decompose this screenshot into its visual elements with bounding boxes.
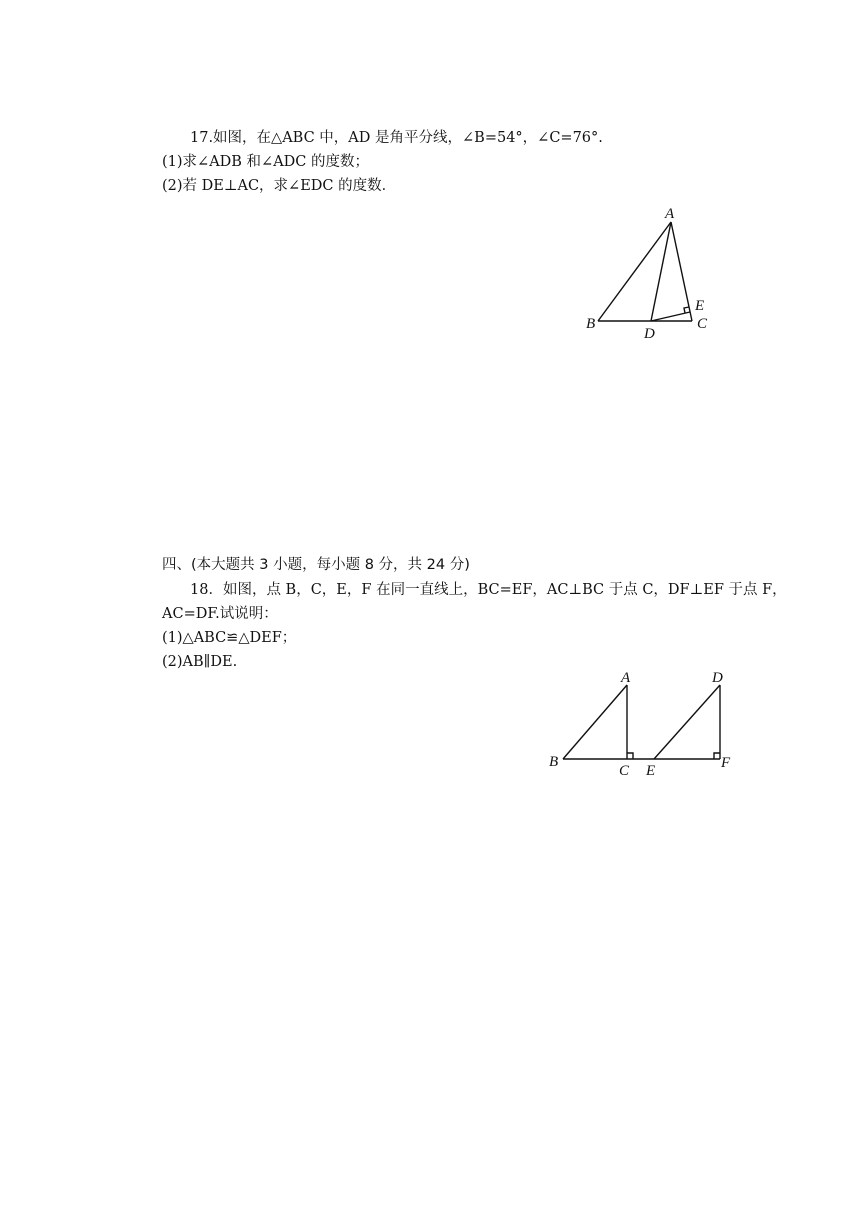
segment-AB bbox=[598, 222, 671, 321]
segment-AD bbox=[651, 222, 671, 321]
segment-AB bbox=[563, 685, 627, 759]
q17-stem: 17.如图，在△ABC 中，AD 是角平分线，∠B=54°，∠C=76°. bbox=[190, 130, 603, 146]
label-D: D bbox=[644, 326, 655, 342]
label-F: F bbox=[721, 755, 731, 771]
q17-part1: (1)求∠ADB 和∠ADC 的度数； bbox=[162, 154, 369, 170]
label-B: B bbox=[549, 754, 559, 770]
section-heading: 四、(本大题共 3 小题，每小题 8 分，共 24 分) bbox=[162, 557, 470, 573]
label-E: E bbox=[646, 763, 656, 779]
label-C: C bbox=[619, 763, 630, 779]
label-B: B bbox=[586, 316, 596, 332]
q18-part2: (2)AB∥DE. bbox=[162, 654, 238, 670]
label-A: A bbox=[665, 206, 675, 222]
label-A: A bbox=[621, 670, 631, 686]
q18-triangles-figure bbox=[540, 665, 750, 780]
q17-part2: (2)若 DE⊥AC，求∠EDC 的度数． bbox=[162, 178, 397, 194]
q18-part1: (1)△ABC≌△DEF； bbox=[162, 630, 297, 646]
segment-DE bbox=[654, 685, 720, 759]
right-angle-mark-C bbox=[627, 753, 633, 759]
q17-triangle-figure bbox=[580, 200, 730, 345]
label-D: D bbox=[712, 670, 723, 686]
label-C: C bbox=[697, 316, 708, 332]
segment-DE bbox=[651, 312, 690, 321]
right-angle-mark-F bbox=[714, 753, 720, 759]
q18-stem-line2: AC=DF.试说明： bbox=[162, 606, 278, 622]
segment-AC bbox=[671, 222, 692, 321]
label-E: E bbox=[695, 298, 705, 314]
q18-stem-line1: 18．如图，点 B，C，E，F 在同一直线上，BC=EF，AC⊥BC 于点 C，DF⊥EF 于点 F， bbox=[190, 582, 787, 598]
